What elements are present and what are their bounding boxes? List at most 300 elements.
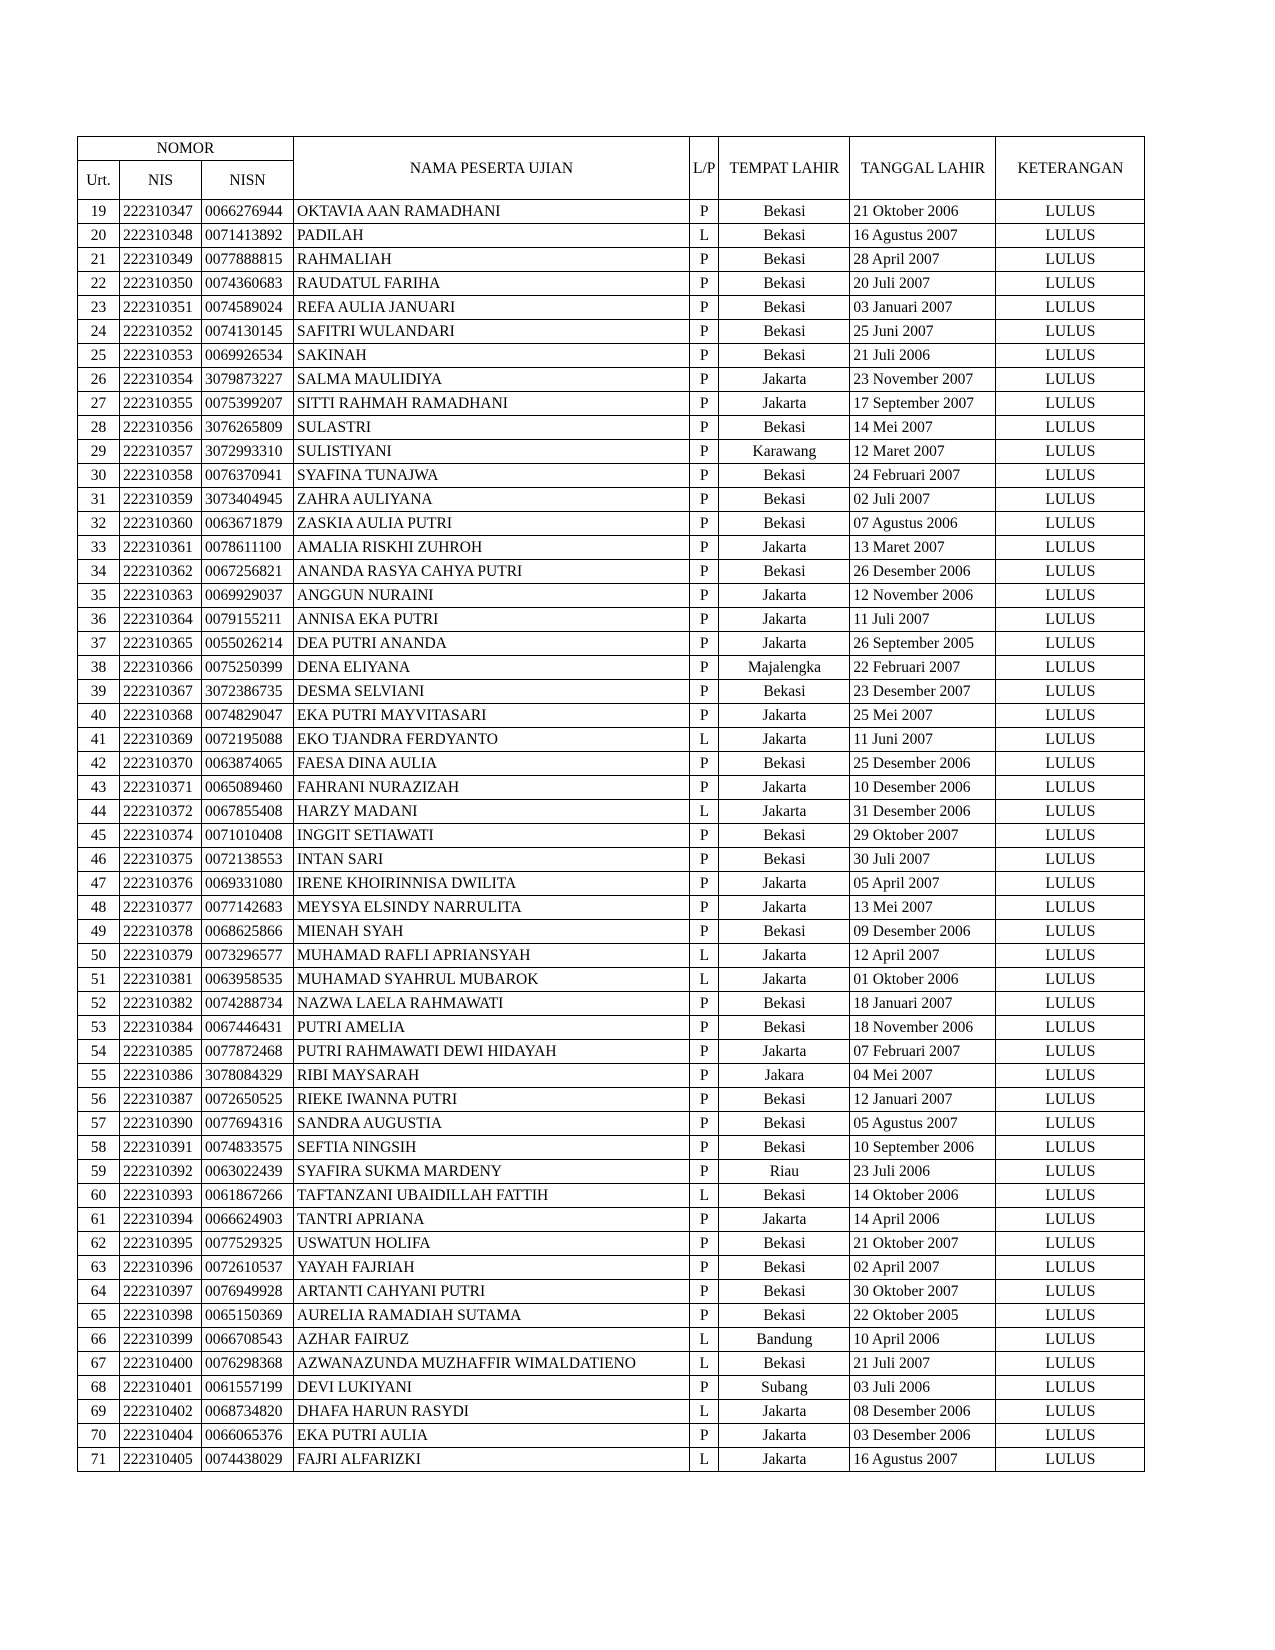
- table-row: [78, 1112, 1145, 1136]
- cell-tempat-lahir: Bekasi: [719, 1304, 850, 1328]
- cell-lp: L: [690, 1448, 719, 1472]
- cell-nis: 222310351: [120, 296, 202, 320]
- cell-lp: P: [690, 200, 719, 224]
- cell-lp: P: [690, 848, 719, 872]
- cell-nis: 222310354: [120, 368, 202, 392]
- table-row: [78, 416, 1145, 440]
- cell-nis: 222310372: [120, 800, 202, 824]
- cell-keterangan: LULUS: [996, 320, 1145, 344]
- cell-nisn: 3072386735: [202, 680, 294, 704]
- cell-nama: SYAFIRA SUKMA MARDENY: [294, 1160, 690, 1184]
- cell-nisn: 0063671879: [202, 512, 294, 536]
- cell-tanggal-lahir: 23 Desember 2007: [850, 680, 996, 704]
- header-nis: NIS: [120, 161, 202, 200]
- table-row: [78, 944, 1145, 968]
- cell-tanggal-lahir: 10 April 2006: [850, 1328, 996, 1352]
- cell-tanggal-lahir: 12 Januari 2007: [850, 1088, 996, 1112]
- cell-lp: P: [690, 1112, 719, 1136]
- cell-lp: L: [690, 800, 719, 824]
- cell-tempat-lahir: Jakara: [719, 1064, 850, 1088]
- cell-nama: RIBI MAYSARAH: [294, 1064, 690, 1088]
- cell-tempat-lahir: Bekasi: [719, 1184, 850, 1208]
- table-row: [78, 1208, 1145, 1232]
- cell-urt: 41: [78, 728, 120, 752]
- cell-lp: P: [690, 1256, 719, 1280]
- cell-lp: L: [690, 1184, 719, 1208]
- cell-tanggal-lahir: 03 Januari 2007: [850, 296, 996, 320]
- cell-keterangan: LULUS: [996, 656, 1145, 680]
- cell-tanggal-lahir: 31 Desember 2006: [850, 800, 996, 824]
- cell-nama: MUHAMAD RAFLI APRIANSYAH: [294, 944, 690, 968]
- cell-tanggal-lahir: 24 Februari 2007: [850, 464, 996, 488]
- table-row: [78, 296, 1145, 320]
- cell-urt: 55: [78, 1064, 120, 1088]
- cell-tanggal-lahir: 21 Juli 2007: [850, 1352, 996, 1376]
- cell-keterangan: LULUS: [996, 200, 1145, 224]
- cell-nisn: 0074288734: [202, 992, 294, 1016]
- table-row: [78, 920, 1145, 944]
- cell-nis: 222310347: [120, 200, 202, 224]
- cell-nama: TANTRI APRIANA: [294, 1208, 690, 1232]
- cell-nisn: 0077142683: [202, 896, 294, 920]
- header-nisn: NISN: [202, 161, 294, 200]
- cell-nisn: 0073296577: [202, 944, 294, 968]
- cell-nama: ARTANTI CAHYANI PUTRI: [294, 1280, 690, 1304]
- table-row: [78, 656, 1145, 680]
- cell-tanggal-lahir: 16 Agustus 2007: [850, 1448, 996, 1472]
- cell-keterangan: LULUS: [996, 584, 1145, 608]
- cell-keterangan: LULUS: [996, 992, 1145, 1016]
- cell-lp: P: [690, 1376, 719, 1400]
- cell-nis: 222310355: [120, 392, 202, 416]
- cell-urt: 43: [78, 776, 120, 800]
- cell-tempat-lahir: Bekasi: [719, 560, 850, 584]
- cell-urt: 26: [78, 368, 120, 392]
- table-row: [78, 1160, 1145, 1184]
- cell-tempat-lahir: Jakarta: [719, 584, 850, 608]
- cell-lp: P: [690, 1040, 719, 1064]
- table-row: [78, 608, 1145, 632]
- cell-tempat-lahir: Bekasi: [719, 1352, 850, 1376]
- cell-keterangan: LULUS: [996, 1112, 1145, 1136]
- cell-urt: 62: [78, 1232, 120, 1256]
- cell-nisn: 0055026214: [202, 632, 294, 656]
- cell-urt: 34: [78, 560, 120, 584]
- cell-nama: MUHAMAD SYAHRUL MUBAROK: [294, 968, 690, 992]
- cell-nisn: 0074360683: [202, 272, 294, 296]
- cell-nama: DEA PUTRI ANANDA: [294, 632, 690, 656]
- cell-lp: P: [690, 584, 719, 608]
- cell-nisn: 0067446431: [202, 1016, 294, 1040]
- cell-keterangan: LULUS: [996, 1328, 1145, 1352]
- cell-nis: 222310348: [120, 224, 202, 248]
- cell-nis: 222310390: [120, 1112, 202, 1136]
- cell-nisn: 0068625866: [202, 920, 294, 944]
- cell-keterangan: LULUS: [996, 800, 1145, 824]
- header-nomor: NOMOR: [78, 137, 294, 161]
- cell-urt: 38: [78, 656, 120, 680]
- cell-nisn: 0075250399: [202, 656, 294, 680]
- cell-lp: L: [690, 1352, 719, 1376]
- cell-tanggal-lahir: 29 Oktober 2007: [850, 824, 996, 848]
- cell-tempat-lahir: Subang: [719, 1376, 850, 1400]
- cell-nama: DEVI LUKIYANI: [294, 1376, 690, 1400]
- cell-urt: 63: [78, 1256, 120, 1280]
- cell-nama: TAFTANZANI UBAIDILLAH FATTIH: [294, 1184, 690, 1208]
- cell-lp: L: [690, 728, 719, 752]
- cell-lp: L: [690, 224, 719, 248]
- cell-lp: P: [690, 296, 719, 320]
- cell-keterangan: LULUS: [996, 1352, 1145, 1376]
- cell-tanggal-lahir: 03 Desember 2006: [850, 1424, 996, 1448]
- cell-nis: 222310395: [120, 1232, 202, 1256]
- cell-nisn: 0077872468: [202, 1040, 294, 1064]
- table-row: [78, 752, 1145, 776]
- cell-nama: PADILAH: [294, 224, 690, 248]
- cell-lp: L: [690, 1400, 719, 1424]
- cell-nis: 222310350: [120, 272, 202, 296]
- cell-keterangan: LULUS: [996, 632, 1145, 656]
- table-row: [78, 272, 1145, 296]
- cell-tanggal-lahir: 03 Juli 2006: [850, 1376, 996, 1400]
- table-row: [78, 1304, 1145, 1328]
- cell-tanggal-lahir: 13 Maret 2007: [850, 536, 996, 560]
- cell-nisn: 3078084329: [202, 1064, 294, 1088]
- cell-keterangan: LULUS: [996, 464, 1145, 488]
- cell-lp: P: [690, 1136, 719, 1160]
- table-row: [78, 896, 1145, 920]
- cell-nisn: 0076949928: [202, 1280, 294, 1304]
- cell-urt: 22: [78, 272, 120, 296]
- cell-keterangan: LULUS: [996, 368, 1145, 392]
- cell-lp: P: [690, 248, 719, 272]
- table-row: [78, 464, 1145, 488]
- cell-nis: 222310374: [120, 824, 202, 848]
- cell-urt: 21: [78, 248, 120, 272]
- cell-nis: 222310387: [120, 1088, 202, 1112]
- header-tanggal-lahir: TANGGAL LAHIR: [850, 137, 996, 200]
- cell-tanggal-lahir: 21 Oktober 2006: [850, 200, 996, 224]
- cell-nis: 222310363: [120, 584, 202, 608]
- table-row: [78, 320, 1145, 344]
- cell-nis: 222310349: [120, 248, 202, 272]
- cell-keterangan: LULUS: [996, 944, 1145, 968]
- cell-nama: ANGGUN NURAINI: [294, 584, 690, 608]
- cell-nisn: 3076265809: [202, 416, 294, 440]
- cell-urt: 57: [78, 1112, 120, 1136]
- table-row: [78, 1136, 1145, 1160]
- cell-nama: EKA PUTRI MAYVITASARI: [294, 704, 690, 728]
- cell-urt: 48: [78, 896, 120, 920]
- table-row: [78, 992, 1145, 1016]
- cell-nama: ANANDA RASYA CAHYA PUTRI: [294, 560, 690, 584]
- cell-nisn: 3073404945: [202, 488, 294, 512]
- table-row: [78, 1352, 1145, 1376]
- cell-nisn: 0067256821: [202, 560, 294, 584]
- cell-lp: L: [690, 944, 719, 968]
- cell-tempat-lahir: Bekasi: [719, 920, 850, 944]
- cell-tanggal-lahir: 21 Juli 2006: [850, 344, 996, 368]
- cell-lp: P: [690, 632, 719, 656]
- cell-tanggal-lahir: 12 April 2007: [850, 944, 996, 968]
- cell-tempat-lahir: Jakarta: [719, 728, 850, 752]
- cell-keterangan: LULUS: [996, 392, 1145, 416]
- cell-nis: 222310376: [120, 872, 202, 896]
- cell-keterangan: LULUS: [996, 728, 1145, 752]
- table-row: [78, 536, 1145, 560]
- table-row: [78, 1184, 1145, 1208]
- cell-tanggal-lahir: 10 September 2006: [850, 1136, 996, 1160]
- table-row: [78, 560, 1145, 584]
- cell-tempat-lahir: Bekasi: [719, 416, 850, 440]
- table-row: [78, 1448, 1145, 1472]
- cell-keterangan: LULUS: [996, 1136, 1145, 1160]
- cell-nisn: 0071010408: [202, 824, 294, 848]
- cell-keterangan: LULUS: [996, 1160, 1145, 1184]
- cell-tanggal-lahir: 01 Oktober 2006: [850, 968, 996, 992]
- cell-urt: 36: [78, 608, 120, 632]
- table-row: [78, 584, 1145, 608]
- cell-nama: RIEKE IWANNA PUTRI: [294, 1088, 690, 1112]
- cell-nisn: 0063874065: [202, 752, 294, 776]
- cell-tanggal-lahir: 28 April 2007: [850, 248, 996, 272]
- cell-lp: P: [690, 920, 719, 944]
- table-row: [78, 1376, 1145, 1400]
- cell-nama: EKA PUTRI AULIA: [294, 1424, 690, 1448]
- cell-lp: P: [690, 896, 719, 920]
- header-urt: Urt.: [78, 161, 120, 200]
- cell-nisn: 0074589024: [202, 296, 294, 320]
- cell-keterangan: LULUS: [996, 1088, 1145, 1112]
- cell-nis: 222310371: [120, 776, 202, 800]
- cell-urt: 29: [78, 440, 120, 464]
- cell-nisn: 0074829047: [202, 704, 294, 728]
- table-row: [78, 1016, 1145, 1040]
- cell-tanggal-lahir: 09 Desember 2006: [850, 920, 996, 944]
- cell-keterangan: LULUS: [996, 488, 1145, 512]
- cell-nama: AZHAR FAIRUZ: [294, 1328, 690, 1352]
- cell-nisn: 0072195088: [202, 728, 294, 752]
- cell-tempat-lahir: Bekasi: [719, 680, 850, 704]
- cell-nis: 222310394: [120, 1208, 202, 1232]
- cell-tanggal-lahir: 12 November 2006: [850, 584, 996, 608]
- cell-nis: 222310375: [120, 848, 202, 872]
- cell-lp: P: [690, 1424, 719, 1448]
- cell-tempat-lahir: Bekasi: [719, 224, 850, 248]
- cell-tanggal-lahir: 18 Januari 2007: [850, 992, 996, 1016]
- cell-keterangan: LULUS: [996, 1064, 1145, 1088]
- table-row: [78, 632, 1145, 656]
- cell-urt: 64: [78, 1280, 120, 1304]
- table-row: [78, 344, 1145, 368]
- cell-lp: P: [690, 680, 719, 704]
- cell-nama: INGGIT SETIAWATI: [294, 824, 690, 848]
- cell-nis: 222310370: [120, 752, 202, 776]
- cell-tanggal-lahir: 22 Februari 2007: [850, 656, 996, 680]
- cell-nama: SITTI RAHMAH RAMADHANI: [294, 392, 690, 416]
- cell-urt: 31: [78, 488, 120, 512]
- cell-tanggal-lahir: 17 September 2007: [850, 392, 996, 416]
- cell-nama: ANNISA EKA PUTRI: [294, 608, 690, 632]
- cell-tempat-lahir: Bekasi: [719, 824, 850, 848]
- cell-urt: 50: [78, 944, 120, 968]
- cell-nama: REFA AULIA JANUARI: [294, 296, 690, 320]
- cell-tempat-lahir: Jakarta: [719, 368, 850, 392]
- cell-tempat-lahir: Jakarta: [719, 872, 850, 896]
- cell-nisn: 0079155211: [202, 608, 294, 632]
- cell-keterangan: LULUS: [996, 1232, 1145, 1256]
- cell-nama: EKO TJANDRA FERDYANTO: [294, 728, 690, 752]
- cell-nama: RAUDATUL FARIHA: [294, 272, 690, 296]
- cell-tanggal-lahir: 22 Oktober 2005: [850, 1304, 996, 1328]
- cell-urt: 59: [78, 1160, 120, 1184]
- table-row: [78, 1040, 1145, 1064]
- cell-urt: 42: [78, 752, 120, 776]
- table-row: [78, 704, 1145, 728]
- cell-tempat-lahir: Jakarta: [719, 1040, 850, 1064]
- cell-nama: YAYAH FAJRIAH: [294, 1256, 690, 1280]
- cell-urt: 37: [78, 632, 120, 656]
- cell-tempat-lahir: Bekasi: [719, 248, 850, 272]
- cell-keterangan: LULUS: [996, 872, 1145, 896]
- cell-nis: 222310356: [120, 416, 202, 440]
- cell-tempat-lahir: Jakarta: [719, 632, 850, 656]
- cell-lp: P: [690, 656, 719, 680]
- cell-nisn: 0061557199: [202, 1376, 294, 1400]
- table-body: [78, 200, 1145, 1472]
- cell-nisn: 0077529325: [202, 1232, 294, 1256]
- cell-tanggal-lahir: 05 April 2007: [850, 872, 996, 896]
- cell-tempat-lahir: Jakarta: [719, 968, 850, 992]
- cell-lp: P: [690, 440, 719, 464]
- cell-nama: SYAFINA TUNAJWA: [294, 464, 690, 488]
- cell-lp: P: [690, 1232, 719, 1256]
- cell-tanggal-lahir: 13 Mei 2007: [850, 896, 996, 920]
- cell-keterangan: LULUS: [996, 1040, 1145, 1064]
- cell-urt: 19: [78, 200, 120, 224]
- cell-keterangan: LULUS: [996, 344, 1145, 368]
- cell-nisn: 0061867266: [202, 1184, 294, 1208]
- cell-tempat-lahir: Bekasi: [719, 200, 850, 224]
- cell-tempat-lahir: Jakarta: [719, 1400, 850, 1424]
- cell-lp: P: [690, 368, 719, 392]
- table-row: [78, 1280, 1145, 1304]
- cell-nisn: 0071413892: [202, 224, 294, 248]
- cell-nisn: 0074130145: [202, 320, 294, 344]
- cell-nis: 222310366: [120, 656, 202, 680]
- table-row: [78, 776, 1145, 800]
- cell-nisn: 0066065376: [202, 1424, 294, 1448]
- cell-tanggal-lahir: 23 November 2007: [850, 368, 996, 392]
- cell-nama: FAESA DINA AULIA: [294, 752, 690, 776]
- cell-tempat-lahir: Jakarta: [719, 704, 850, 728]
- cell-nis: 222310384: [120, 1016, 202, 1040]
- cell-lp: P: [690, 1160, 719, 1184]
- cell-nis: 222310378: [120, 920, 202, 944]
- cell-nisn: 0063022439: [202, 1160, 294, 1184]
- cell-tempat-lahir: Bekasi: [719, 344, 850, 368]
- cell-nis: 222310359: [120, 488, 202, 512]
- cell-tanggal-lahir: 14 Mei 2007: [850, 416, 996, 440]
- cell-nama: ZASKIA AULIA PUTRI: [294, 512, 690, 536]
- cell-nisn: 0065089460: [202, 776, 294, 800]
- table-row: [78, 392, 1145, 416]
- cell-nis: 222310381: [120, 968, 202, 992]
- cell-nisn: 0066708543: [202, 1328, 294, 1352]
- cell-nama: MEYSYA ELSINDY NARRULITA: [294, 896, 690, 920]
- cell-tempat-lahir: Jakarta: [719, 1208, 850, 1232]
- cell-lp: P: [690, 776, 719, 800]
- cell-lp: P: [690, 416, 719, 440]
- cell-tempat-lahir: Bandung: [719, 1328, 850, 1352]
- cell-nama: AURELIA RAMADIAH SUTAMA: [294, 1304, 690, 1328]
- cell-nama: SEFTIA NINGSIH: [294, 1136, 690, 1160]
- cell-lp: P: [690, 1064, 719, 1088]
- cell-nama: IRENE KHOIRINNISA DWILITA: [294, 872, 690, 896]
- cell-nisn: 0076370941: [202, 464, 294, 488]
- cell-lp: P: [690, 320, 719, 344]
- cell-tanggal-lahir: 02 Juli 2007: [850, 488, 996, 512]
- cell-lp: P: [690, 1088, 719, 1112]
- table-row: [78, 1088, 1145, 1112]
- cell-urt: 65: [78, 1304, 120, 1328]
- cell-nama: MIENAH SYAH: [294, 920, 690, 944]
- cell-tanggal-lahir: 05 Agustus 2007: [850, 1112, 996, 1136]
- cell-lp: P: [690, 512, 719, 536]
- cell-nama: AMALIA RISKHI ZUHROH: [294, 536, 690, 560]
- cell-nisn: 0066276944: [202, 200, 294, 224]
- cell-nisn: 0069926534: [202, 344, 294, 368]
- table-row: [78, 800, 1145, 824]
- cell-urt: 30: [78, 464, 120, 488]
- cell-nisn: 0076298368: [202, 1352, 294, 1376]
- cell-nis: 222310357: [120, 440, 202, 464]
- table-row: [78, 224, 1145, 248]
- cell-nama: ZAHRA AULIYANA: [294, 488, 690, 512]
- cell-keterangan: LULUS: [996, 1448, 1145, 1472]
- cell-urt: 60: [78, 1184, 120, 1208]
- cell-tempat-lahir: Jakarta: [719, 1424, 850, 1448]
- cell-nisn: 0069331080: [202, 872, 294, 896]
- cell-tanggal-lahir: 26 Desember 2006: [850, 560, 996, 584]
- cell-urt: 67: [78, 1352, 120, 1376]
- cell-nisn: 0075399207: [202, 392, 294, 416]
- cell-lp: P: [690, 392, 719, 416]
- cell-keterangan: LULUS: [996, 1304, 1145, 1328]
- cell-nisn: 0067855408: [202, 800, 294, 824]
- cell-nis: 222310397: [120, 1280, 202, 1304]
- cell-nisn: 0065150369: [202, 1304, 294, 1328]
- cell-tanggal-lahir: 25 Mei 2007: [850, 704, 996, 728]
- cell-nisn: 0072650525: [202, 1088, 294, 1112]
- cell-nis: 222310393: [120, 1184, 202, 1208]
- cell-keterangan: LULUS: [996, 536, 1145, 560]
- cell-lp: P: [690, 992, 719, 1016]
- cell-keterangan: LULUS: [996, 752, 1145, 776]
- cell-nis: 222310362: [120, 560, 202, 584]
- cell-urt: 51: [78, 968, 120, 992]
- table-row: [78, 440, 1145, 464]
- cell-tempat-lahir: Jakarta: [719, 536, 850, 560]
- table-row: [78, 368, 1145, 392]
- cell-tempat-lahir: Bekasi: [719, 1256, 850, 1280]
- cell-nama: USWATUN HOLIFA: [294, 1232, 690, 1256]
- cell-keterangan: LULUS: [996, 824, 1145, 848]
- cell-nisn: 0069929037: [202, 584, 294, 608]
- cell-lp: P: [690, 560, 719, 584]
- cell-tanggal-lahir: 11 Juli 2007: [850, 608, 996, 632]
- table-row: [78, 968, 1145, 992]
